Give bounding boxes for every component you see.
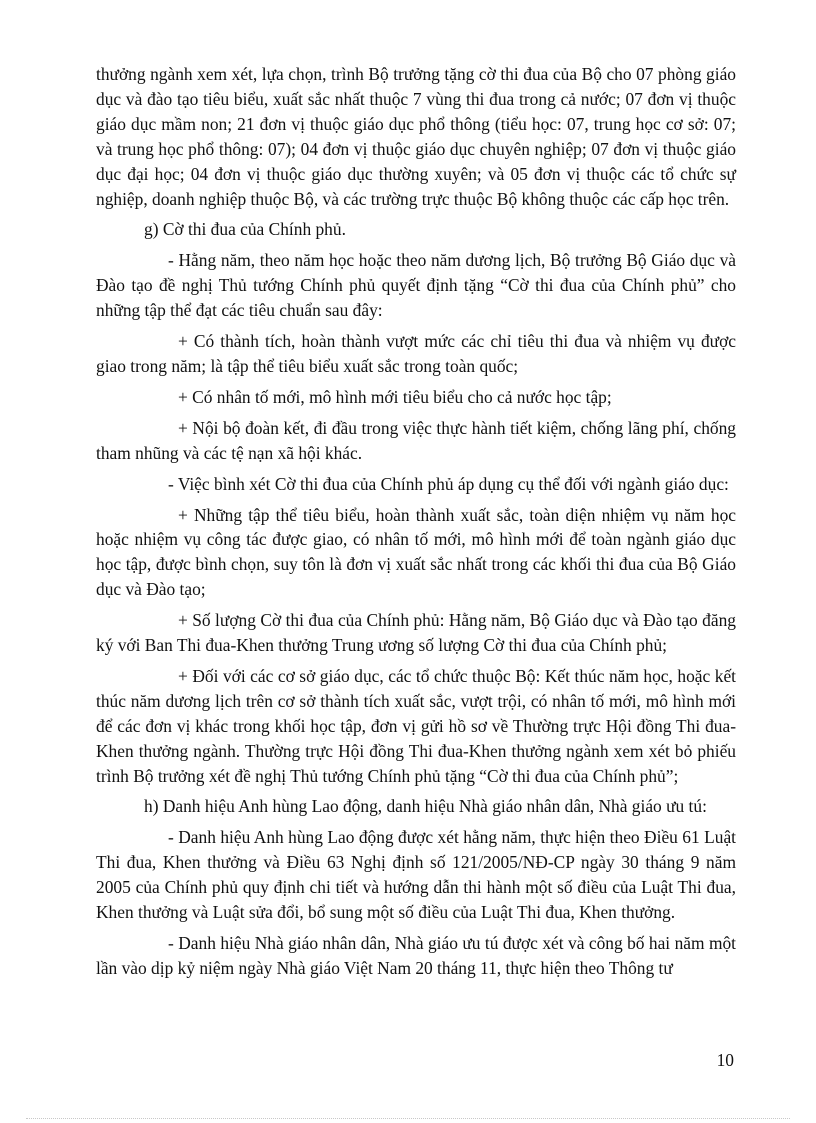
bullet-item: + Có thành tích, hoàn thành vượt mức các chỉ tiêu thi đua và nhiệm vụ được giao trong năm; là tập thể tiêu biểu xuất sắc trong toàn quốc; (96, 331, 736, 376)
paragraph-item: - Danh hiệu Nhà giáo nhân dân, Nhà giáo ưu tú được xét và công bố hai năm một lần vào dịp kỷ niệm ngày Nhà giáo Việt Nam 20 tháng 11, thực hiện theo Thông tư (96, 933, 736, 978)
footer-divider (26, 1118, 790, 1119)
section-heading-g: g) Cờ thi đua của Chính phủ. (144, 219, 346, 240)
bullet-item: + Số lượng Cờ thi đua của Chính phủ: Hằng năm, Bộ Giáo dục và Đào tạo đăng ký với Ban Thi đua-Khen thưởng Trung ương số lượng Cờ thi đua của Chính phủ; (96, 610, 736, 656)
section-heading-h: h) Danh hiệu Anh hùng Lao động, danh hiệu Nhà giáo nhân dân, Nhà giáo ưu tú: (144, 796, 707, 817)
document-body (96, 62, 736, 981)
bullet-item: + Nội bộ đoàn kết, đi đầu trong việc thực hành tiết kiệm, chống lãng phí, chống tham nhũng và các tệ nạn xã hội khác. (96, 417, 736, 463)
page-number: 10 (716, 1050, 734, 1070)
paragraph-continuation: thưởng ngành xem xét, lựa chọn, trình Bộ trưởng tặng cờ thi đua của Bộ cho 07 phòng giáo dục và đào tạo tiêu biểu, xuất sắc nhất thuộc 7 vùng thi đua trong cả nước; 07 đơn vị thuộc giáo dục mầm non; 21 đơn vị thuộc giáo dục phổ thông (tiểu học: 07, trung học cơ sở: 07; và trung học phổ thông: 07); 04 đơn vị thuộc giáo dục chuyên nghiệp; 07 đơn vị thuộc giáo dục đại học; 04 đơn vị thuộc giáo dục thường xuyên; và 05 đơn vị thuộc các tổ chức sự nghiệp, doanh nghiệp thuộc Bộ, và các trường trực thuộc Bộ không thuộc các cấp học trên. (96, 64, 736, 209)
paragraph-item: - Hằng năm, theo năm học hoặc theo năm dương lịch, Bộ trưởng Bộ Giáo dục và Đào tạo đề nghị Thủ tướng Chính phủ quyết định tặng “Cờ thi đua của Chính phủ” cho những tập thể đạt các tiêu chuẩn sau đây: (96, 250, 736, 321)
bullet-item: + Có nhân tố mới, mô hình mới tiêu biểu cho cả nước học tập; (178, 386, 612, 407)
bullet-item: + Đối với các cơ sở giáo dục, các tổ chức thuộc Bộ: Kết thúc năm học, hoặc kết thúc năm dương lịch trên cơ sở thành tích xuất sắc, vượt trội, có nhân tố mới, mô hình mới để các đơn vị khác trong khối học tập, đơn vị gửi hồ sơ về Thường trực Hội đồng Thi đua-Khen thưởng ngành. Thường trực Hội đồng Thi đua-Khen thưởng ngành xem xét bỏ phiếu trình Bộ trưởng xét đề nghị Thủ tướng Chính phủ tặng “Cờ thi đua của Chính phủ”; (96, 665, 736, 786)
paragraph-item: - Việc bình xét Cờ thi đua của Chính phủ áp dụng cụ thể đối với ngành giáo dục: (168, 473, 729, 494)
paragraph-item: - Danh hiệu Anh hùng Lao động được xét hằng năm, thực hiện theo Điều 61 Luật Thi đua, Khen thưởng và Điều 63 Nghị định số 121/2005/NĐ-CP ngày 30 tháng 9 năm 2005 của Chính phủ quy định chi tiết và hướng dẫn thi hành một số điều của Luật Thi đua, Khen thưởng và Luật sửa đổi, bổ sung một số điều của Luật Thi đua, Khen thưởng. (96, 827, 736, 923)
bullet-item: + Những tập thể tiêu biểu, hoàn thành xuất sắc, toàn diện nhiệm vụ năm học hoặc nhiệm vụ công tác được giao, có nhân tố mới, mô hình mới để toàn ngành giáo dục học tập, được bình chọn, suy tôn là đơn vị xuất sắc nhất trong các khối thi đua của Bộ Giáo dục và Đào tạo; (96, 504, 736, 600)
